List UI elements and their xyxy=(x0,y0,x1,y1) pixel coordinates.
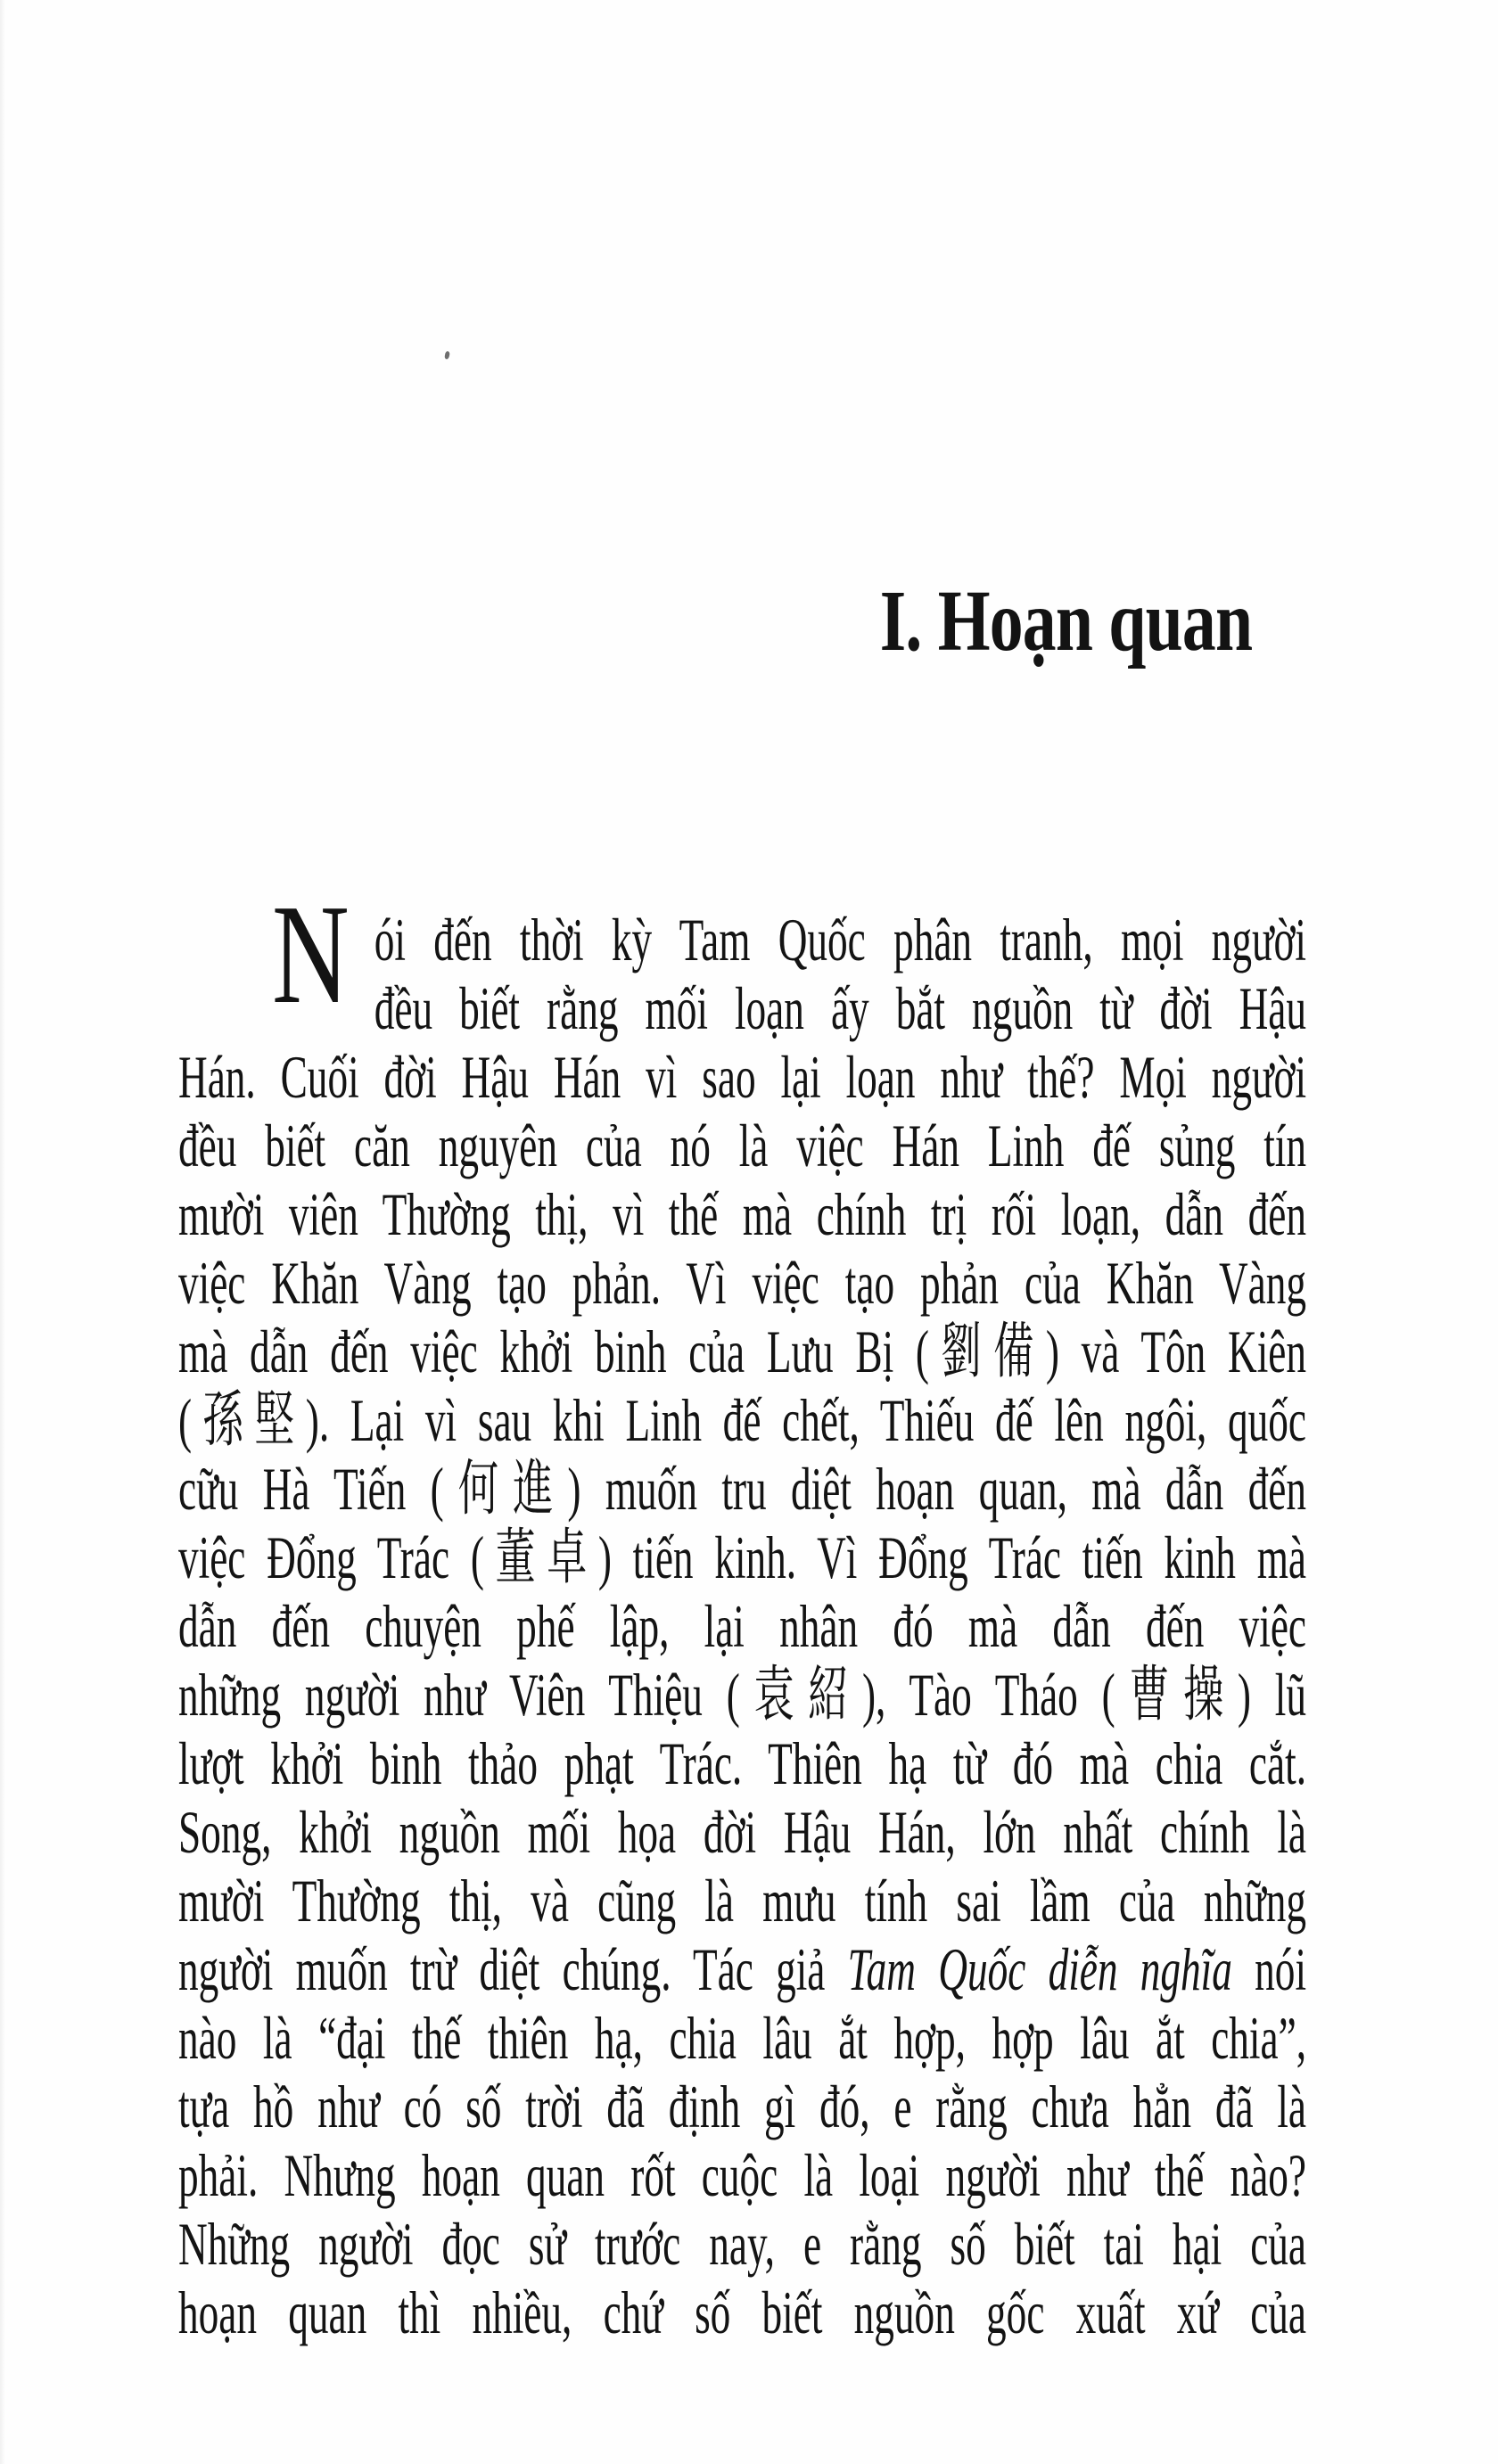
text-line: việc Khăn Vàng tạo phản. Vì việc tạo phản của Khăn Vàng xyxy=(178,1249,1307,1317)
text-line: mười viên Thường thị, vì thế mà chính trị rối loạn, dẫn đến xyxy=(178,1180,1307,1248)
text-line: tựa hồ như có số trời đã định gì đó, e rằng chưa hẳn đã là xyxy=(178,2073,1307,2140)
text-line: Hán. Cuối đời Hậu Hán vì sao lại loạn như thế? Mọi người xyxy=(178,1043,1307,1111)
text-line: những người như Viên Thiệu (袁紹), Tào Tháo (曹操) lũ xyxy=(178,1661,1307,1729)
text-line: Những người đọc sử trước nay, e rằng số biết tai hại của xyxy=(178,2210,1307,2278)
drop-cap: N xyxy=(272,875,350,1033)
text-line: đều biết căn nguyên của nó là việc Hán Linh đế sủng tín xyxy=(178,1112,1307,1179)
text-line: cữu Hà Tiến (何進) muốn tru diệt hoạn quan, mà dẫn đến xyxy=(178,1455,1307,1523)
text-segment: người muốn trừ diệt chúng. Tác giả xyxy=(178,1935,848,2003)
text-line: mười Thường thị, và cũng là mưu tính sai lầm của những xyxy=(178,1867,1307,1934)
text-line xyxy=(178,1935,1306,2004)
body-paragraph xyxy=(178,875,1307,2347)
text-line: nào là “đại thế thiên hạ, chia lâu ắt hợp, hợp lâu ắt chia”, xyxy=(178,2004,1307,2072)
text-segment: nói xyxy=(1231,1935,1307,2003)
book-title-italic: Tam Quốc diễn nghĩa xyxy=(847,1935,1232,2003)
text-line: (孫堅). Lại vì sau khi Linh đế chết, Thiếu đế lên ngôi, quốc xyxy=(178,1386,1307,1454)
text-line: Song, khởi nguồn mối họa đời Hậu Hán, lớn nhất chính là xyxy=(178,1798,1307,1866)
scan-edge-artifact xyxy=(0,0,5,2464)
text-line: ói đến thời kỳ Tam Quốc phân tranh, mọi người xyxy=(374,906,1307,973)
text-line: hoạn quan thì nhiều, chứ số biết nguồn gốc xuất xứ của xyxy=(178,2279,1307,2346)
chapter-title xyxy=(178,573,1252,669)
text-line: đều biết rằng mối loạn ấy bắt nguồn từ đời Hậu xyxy=(374,974,1307,1042)
text-line: lượt khởi binh thảo phạt Trác. Thiên hạ từ đó mà chia cắt. xyxy=(178,1729,1307,1797)
text-line: phải. Nhưng hoạn quan rốt cuộc là loại người như thế nào? xyxy=(178,2141,1307,2209)
chapter-title-text: I. Hoạn quan xyxy=(879,573,1252,669)
text-line: việc Đổng Trác (董卓) tiến kinh. Vì Đổng Trác tiến kinh mà xyxy=(178,1524,1307,1591)
ink-speck xyxy=(444,351,450,360)
text-line: dẫn đến chuyện phế lập, lại nhân đó mà dẫn đến việc xyxy=(178,1592,1307,1660)
text-line: mà dẫn đến việc khởi binh của Lưu Bị (劉備) và Tôn Kiên xyxy=(178,1318,1307,1385)
